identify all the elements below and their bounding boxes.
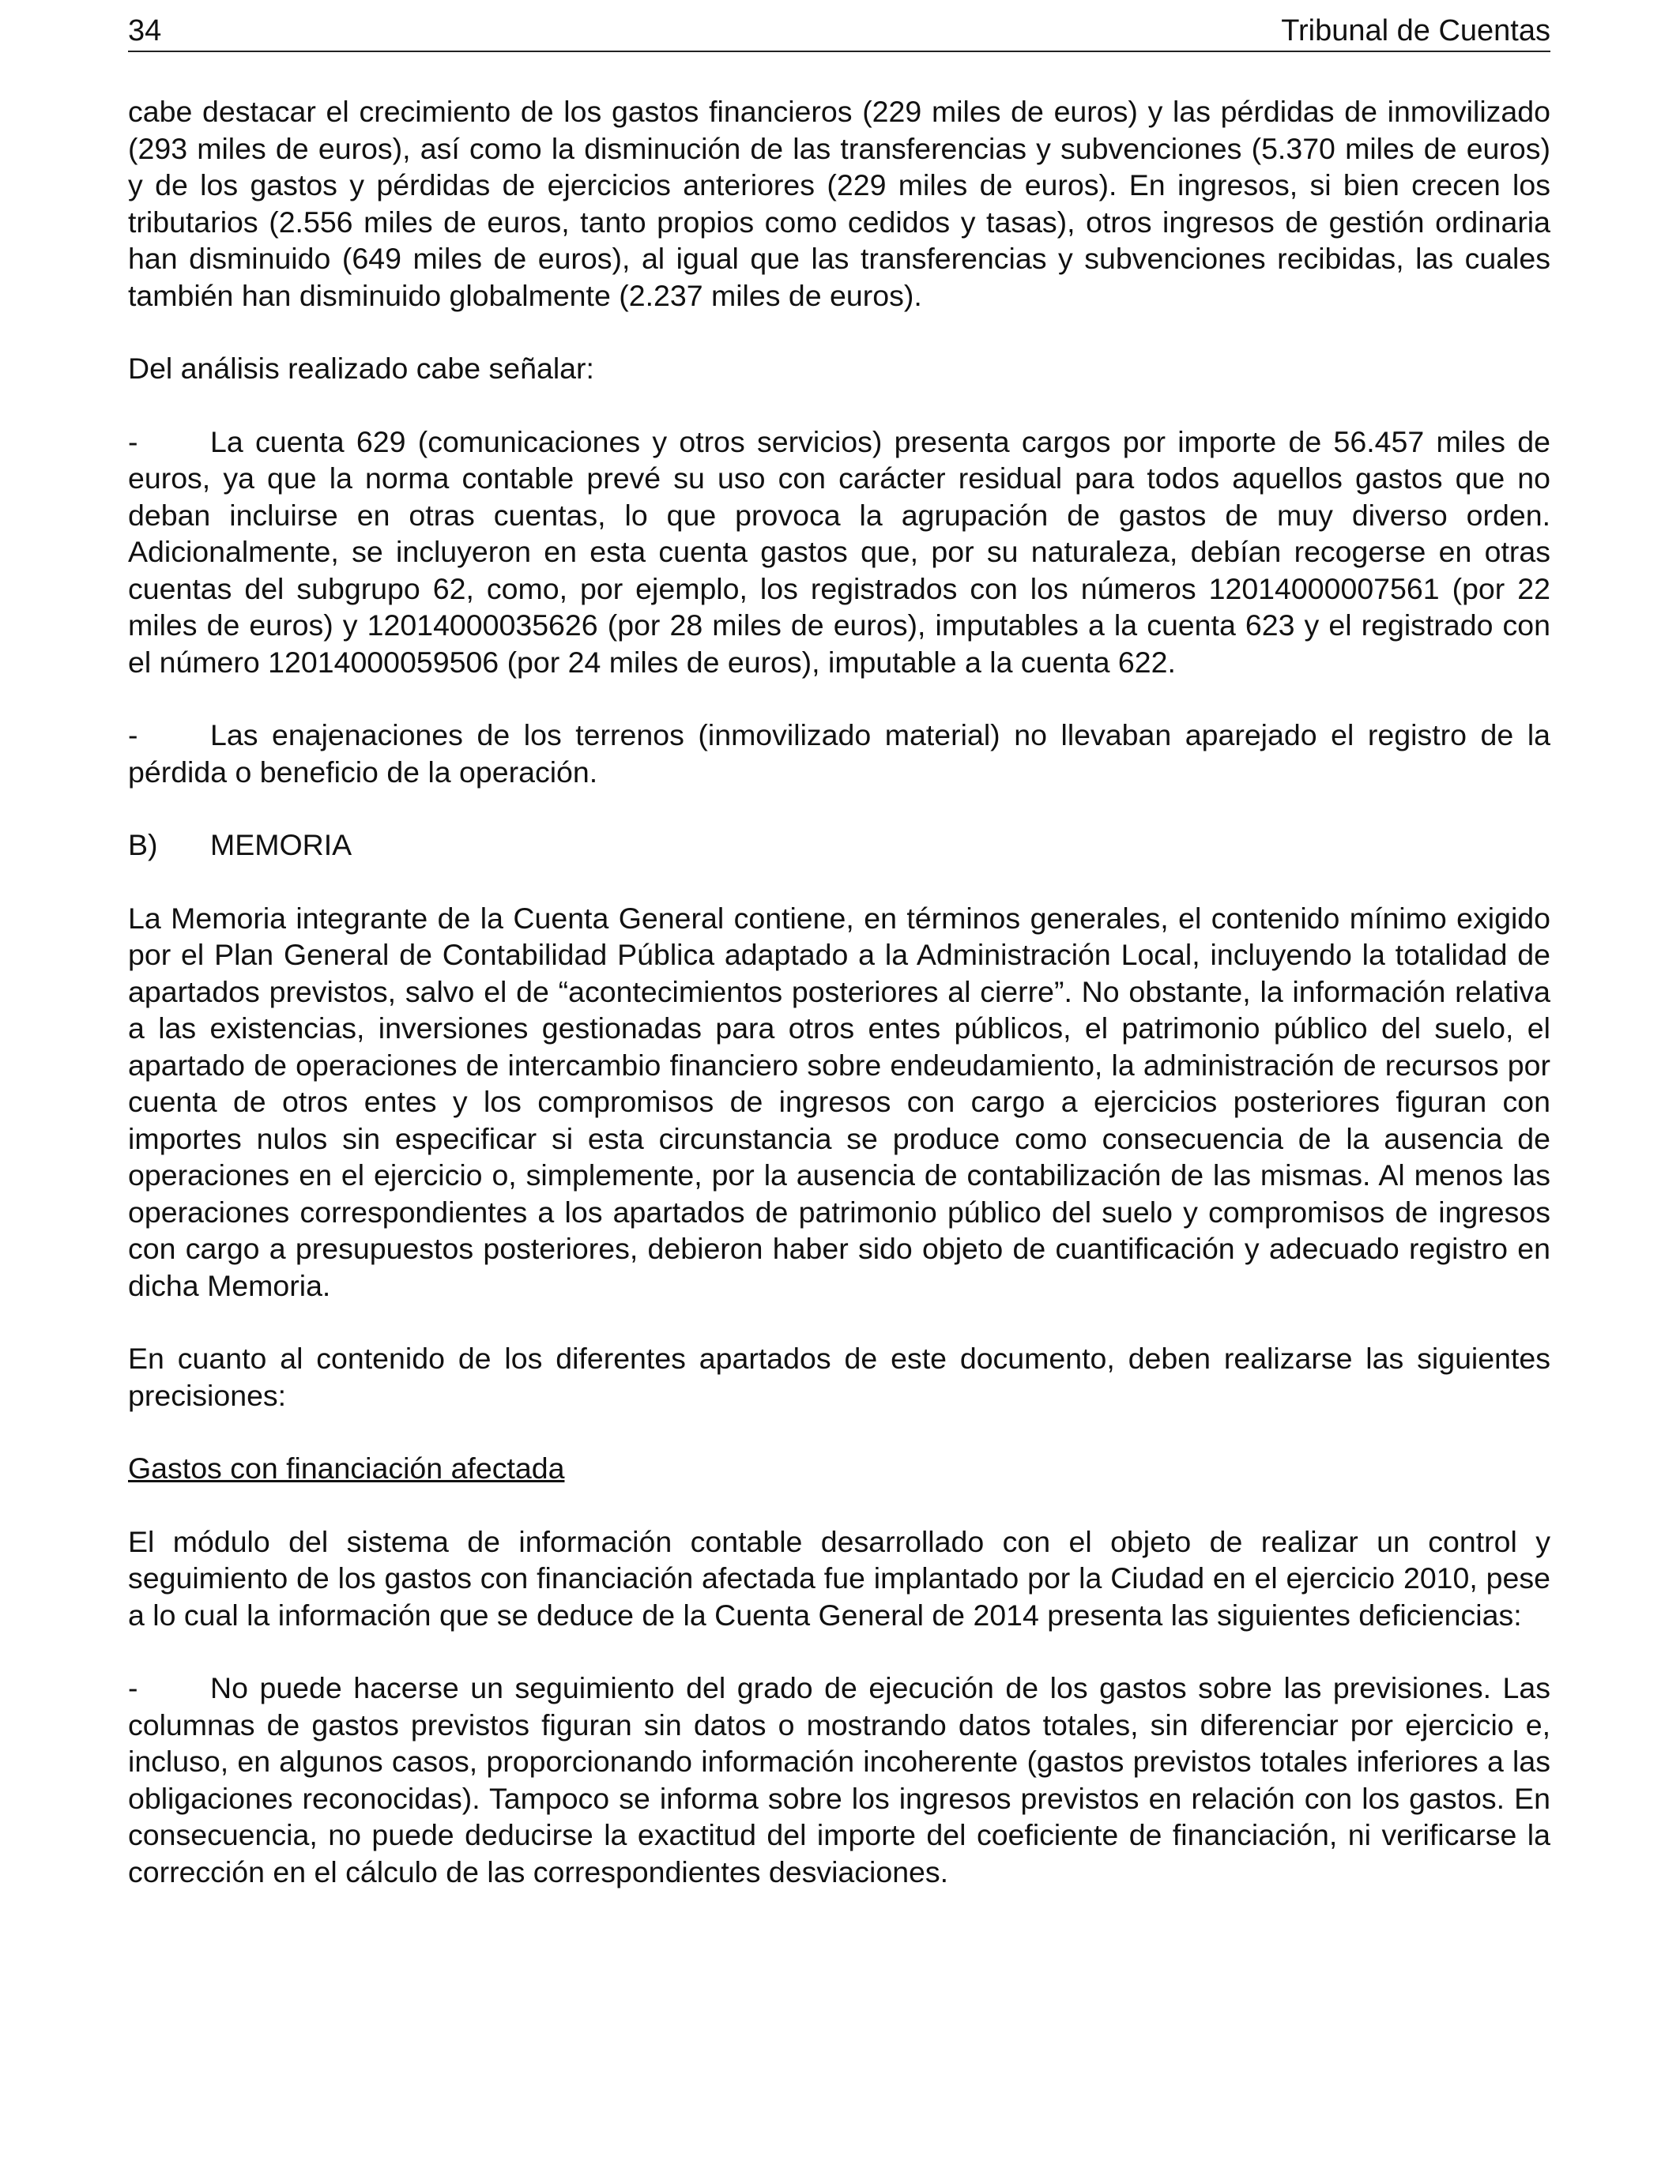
- list-item-account-629: [128, 424, 1550, 681]
- list-item-text: Las enajenaciones de los terrenos (inmovilizado material) no llevaban aparejado el registro de la pérdida o beneficio de la operación.: [128, 718, 1550, 789]
- paragraph-analysis-intro: Del análisis realizado cabe señalar:: [128, 352, 594, 385]
- paragraph-memoria-content: La Memoria integrante de la Cuenta General contiene, en términos generales, el contenido mínimo exigido por el Plan General de Contabilidad Pública adaptado a la Administración Local, incluyendo la totalidad de apartados previstos, salvo el de “acontecimientos posteriores al cierre”. No obstante, la información relativa a las existencias, inversiones gestionadas para otros entes públicos, el patrimonio público del suelo, el apartado de operaciones de intercambio financiero sobre endeudamiento, la administración de recursos por cuenta de otros entes y los compromisos de ingresos con cargo a ejercicios posteriores figuran con importes nulos sin especificar si esta circunstancia se produce como consecuencia de la ausencia de operaciones en el ejercicio o, simplemente, por la ausencia de contabilización de las mismas. Al menos las operaciones correspondientes a los apartados de patrimonio público del suelo y compromisos de ingresos con cargo a presupuestos posteriores, debieron haber sido objeto de cuantificación y adecuado registro en dicha Memoria.: [128, 901, 1550, 1302]
- paragraph-accounting-module: El módulo del sistema de información contable desarrollado con el objeto de realizar un control y seguimiento de los gastos con financiación afectada fue implantado por la Ciudad en el ejercicio 2010, pese a lo cual la información que se deduce de la Cuenta General de 2014 presenta las siguientes deficiencias:: [128, 1524, 1550, 1632]
- paragraph-results-variation: cabe destacar el crecimiento de los gastos financieros (229 miles de euros) y las pérdidas de inmovilizado (293 miles de euros), así como la disminución de las transferencias y subvenciones (5.370 miles de euros) y de los gastos y pérdidas de ejercicios anteriores (229 miles de euros). En ingresos, si bien crecen los tributarios (2.556 miles de euros, tanto propios como cedidos y tasas), otros ingresos de gestión ordinaria han disminuido (649 miles de euros), al igual que las transferencias y subvenciones recibidas, las cuales también han disminuido globalmente (2.237 miles de euros).: [128, 95, 1550, 312]
- subheading-affected-financing: [128, 1450, 1550, 1487]
- section-title: MEMORIA: [210, 828, 352, 861]
- subheading-text: Gastos con financiación afectada: [128, 1452, 565, 1485]
- list-item-text: La cuenta 629 (comunicaciones y otros servicios) presenta cargos por importe de 56.457 miles de euros, ya que la norma contable prevé su uso con carácter residual para todos aquellos gastos que no deban incluirse en otras cuentas, lo que provoca la agrupación de gastos de muy diverso orden. Adicionalmente, se incluyeron en esta cuenta gastos que, por su naturaleza, debían recogerse en otras cuentas del subgrupo 62, como, por ejemplo, los registrados con los números 12014000007561 (por 22 miles de euros) y 12014000035626 (por 28 miles de euros), imputables a la cuenta 623 y el registrado con el número 12014000059506 (por 24 miles de euros), imputable a la cuenta 622.: [128, 424, 1550, 679]
- list-item-execution-tracking: [128, 1670, 1550, 1890]
- document-body: [128, 93, 1550, 1926]
- header-organization: Tribunal de Cuentas: [1281, 14, 1550, 47]
- document-page: [128, 0, 1550, 2184]
- bullet-dash: -: [128, 424, 138, 458]
- section-number: B): [128, 828, 158, 861]
- paragraph-precisions-intro: En cuanto al contenido de los diferentes apartados de este documento, deben realizarse las siguientes precisiones:: [128, 1342, 1550, 1412]
- bullet-dash: -: [128, 718, 138, 751]
- list-item-land-disposal: [128, 717, 1550, 790]
- list-item-text: No puede hacerse un seguimiento del grado de ejecución de los gastos sobre las previsiones. Las columnas de gastos previstos figuran sin datos o mostrando datos totales, sin diferenciar por ejercicio e, incluso, en algunos casos, proporcionando información incoherente (gastos previstos totales inferiores a las obligaciones reconocidas). Tampoco se informa sobre los ingresos previstos en relación con los gastos. En consecuencia, no puede deducirse la exactitud del importe del coeficiente de financiación, ni verificarse la corrección en el cálculo de las correspondientes desviaciones.: [128, 1671, 1550, 1888]
- bullet-dash: -: [128, 1671, 138, 1704]
- page-number: 34: [128, 14, 162, 47]
- page-header: [128, 11, 1550, 52]
- section-heading-memoria: [128, 827, 1550, 864]
